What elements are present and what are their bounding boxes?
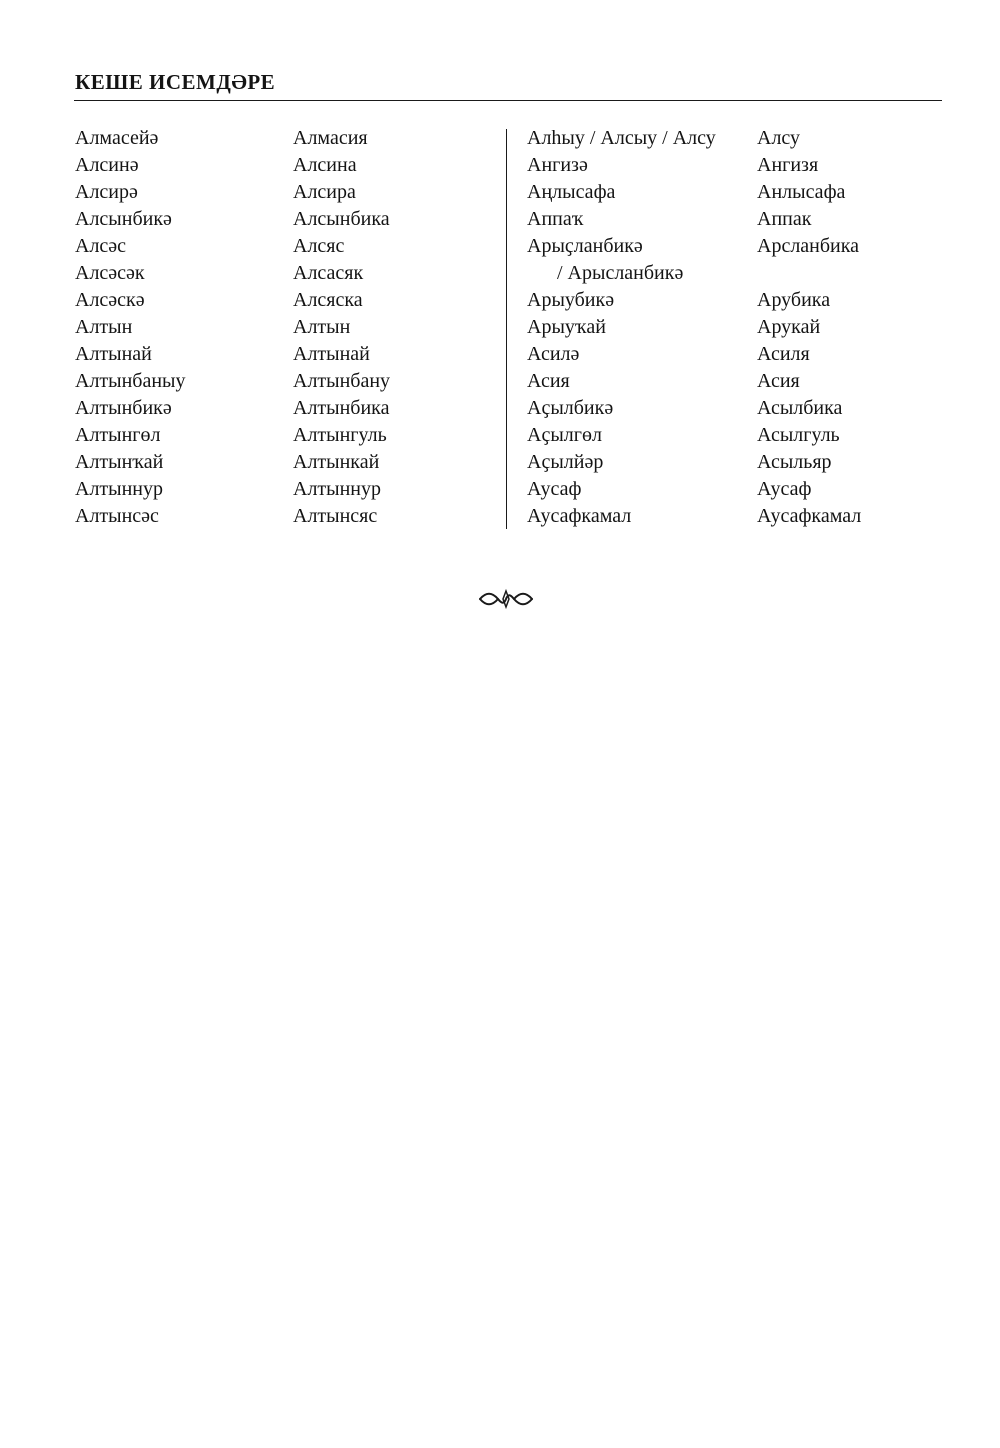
name-bashkir: Аҫылйәр: [527, 451, 604, 473]
name-russian: Алтынай: [293, 343, 370, 365]
name-russian: Асиля: [757, 343, 810, 365]
name-russian: Асылбика: [757, 397, 843, 419]
name-russian: Арубика: [757, 289, 831, 311]
name-bashkir: Аҫылгөл: [527, 424, 602, 446]
name-russian: Алтынкай: [293, 451, 380, 473]
column-divider: [506, 129, 507, 529]
name-russian: Асия: [757, 370, 800, 392]
name-bashkir: Асия: [527, 370, 570, 392]
name-bashkir: Алтын: [75, 316, 133, 338]
name-bashkir: Асилә: [527, 343, 580, 365]
name-russian: Алсина: [293, 154, 357, 176]
left-bashkir-column: [75, 125, 186, 530]
name-russian: Ангизя: [757, 154, 819, 176]
name-bashkir: Алсинә: [75, 154, 139, 176]
name-bashkir: Арыубикә: [527, 289, 615, 311]
name-bashkir: Алтынай: [75, 343, 152, 365]
name-russian: Алтын: [293, 316, 351, 338]
name-bashkir: Алтынбаныу: [75, 370, 186, 392]
page-title: КЕШЕ ИСЕМДӘРЕ: [75, 70, 276, 94]
name-bashkir: Алһыу / Алсыу / Алсу: [527, 127, 716, 149]
name-russian: Алтынсяс: [293, 505, 378, 527]
name-bashkir: Арыуҡай: [527, 316, 606, 338]
name-russian: Алсасяк: [293, 262, 364, 284]
name-bashkir: Аңлысафа: [527, 181, 616, 203]
name-bashkir: Алтынгөл: [75, 424, 161, 446]
name-russian: Асылгуль: [757, 424, 840, 446]
name-russian: Алсира: [293, 181, 356, 203]
right-bashkir-column: [527, 125, 716, 530]
name-russian: Алтынгуль: [293, 424, 387, 446]
name-bashkir: Алсәскә: [75, 289, 145, 311]
name-bashkir: Алсынбикә: [75, 208, 172, 230]
name-bashkir: Алсәсәк: [75, 262, 145, 284]
name-russian: Арсланбика: [757, 235, 860, 257]
name-bashkir: Аҫылбикә: [527, 397, 614, 419]
name-bashkir: Аусаф: [527, 478, 582, 500]
name-bashkir: Алтыннур: [75, 478, 164, 500]
right-russian-column: [757, 125, 861, 530]
name-russian: Алсу: [757, 127, 801, 149]
name-bashkir: Алмасейә: [75, 127, 159, 149]
flourish-divider-icon: [478, 588, 534, 610]
name-bashkir: Алтынсәс: [75, 505, 159, 527]
name-bashkir-continuation: / Арысланбикә: [557, 262, 684, 284]
left-russian-column: [293, 125, 390, 530]
name-russian: Алтыннур: [293, 478, 382, 500]
name-russian: Алтынбика: [293, 397, 390, 419]
name-russian: Алсяска: [293, 289, 363, 311]
name-russian: Алмасия: [293, 127, 368, 149]
name-bashkir: Алтынбикә: [75, 397, 172, 419]
name-russian: Аусаф: [757, 478, 812, 500]
name-bashkir: Аппаҡ: [527, 208, 584, 230]
name-bashkir: Арыҫланбикә: [527, 235, 643, 257]
name-russian: Анлысафа: [757, 181, 846, 203]
name-bashkir: Алсирә: [75, 181, 138, 203]
name-russian: Арукай: [757, 316, 821, 338]
name-bashkir: Ангизә: [527, 154, 588, 176]
name-russian: Алсынбика: [293, 208, 390, 230]
name-bashkir: Аусафкамал: [527, 505, 632, 527]
name-bashkir: Алсәс: [75, 235, 127, 257]
name-russian: Асыльяр: [757, 451, 832, 473]
header-rule: [74, 100, 942, 101]
name-russian: Алтынбану: [293, 370, 391, 392]
name-russian: Аппак: [757, 208, 812, 230]
row-spacer: [757, 260, 861, 287]
name-bashkir: Алтынҡай: [75, 451, 164, 473]
name-russian: Аусафкамал: [757, 505, 862, 527]
name-russian: Алсяс: [293, 235, 345, 257]
